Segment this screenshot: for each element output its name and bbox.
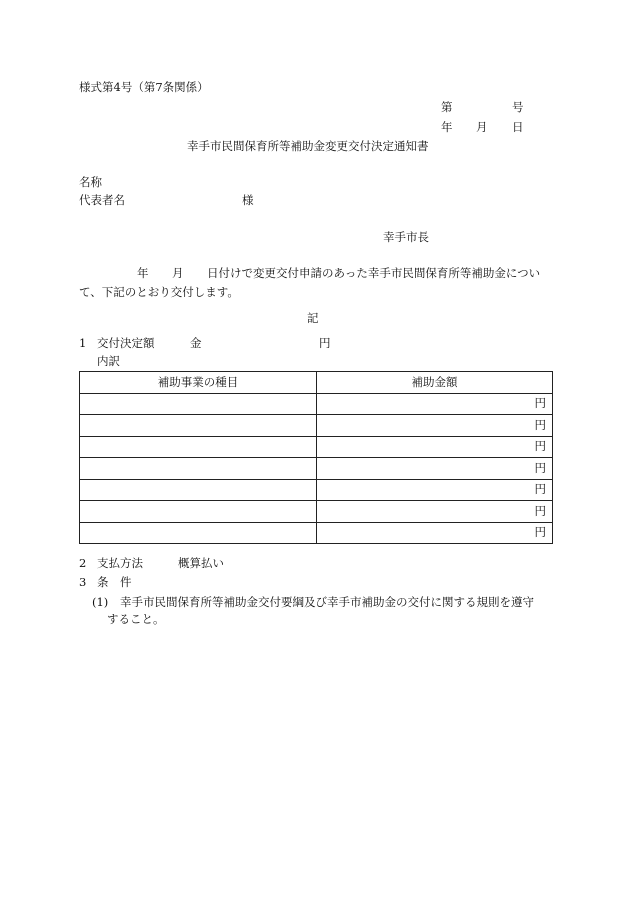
form-label: 様式第4号（第7条関係）	[79, 80, 209, 94]
recipient-rep-label: 代表者名	[79, 193, 125, 207]
table-header-row	[80, 372, 553, 394]
body-year: 年	[137, 266, 149, 280]
item1-number: 1	[79, 336, 87, 350]
cell-project-type	[80, 436, 317, 458]
cell-amount: 円	[317, 393, 553, 415]
cell-amount: 円	[317, 458, 553, 480]
header-subsidy-amount: 補助金額	[317, 372, 553, 394]
item2-number: 2	[79, 556, 87, 570]
item1-label: 交付決定額	[97, 336, 155, 350]
table-row	[80, 479, 553, 501]
table-row	[80, 522, 553, 544]
table-row	[80, 436, 553, 458]
date-year: 年	[441, 120, 453, 134]
cell-project-type	[80, 415, 317, 437]
number-prefix: 第	[441, 100, 453, 114]
ki-heading: 記	[307, 311, 319, 325]
cell-project-type	[80, 393, 317, 415]
item3-number: 3	[79, 575, 87, 589]
recipient-honorific: 様	[242, 193, 254, 207]
item3-label: 条 件	[97, 575, 132, 589]
cell-amount: 円	[317, 436, 553, 458]
cell-project-type	[80, 458, 317, 480]
recipient-name-label: 名称	[79, 175, 102, 189]
document-title: 幸手市民間保育所等補助金変更交付決定通知書	[187, 139, 429, 153]
condition-line1: 幸手市民間保育所等補助金交付要綱及び幸手市補助金の交付に関する規則を遵守	[120, 595, 534, 609]
cell-amount: 円	[317, 415, 553, 437]
item2-label: 支払方法	[97, 556, 143, 570]
table-row	[80, 393, 553, 415]
item2-value: 概算払い	[178, 556, 224, 570]
cell-project-type	[80, 522, 317, 544]
condition-number: (1)	[92, 595, 109, 609]
cell-amount: 円	[317, 522, 553, 544]
date-month: 月	[476, 120, 488, 134]
cell-project-type	[80, 501, 317, 523]
breakdown-label: 内訳	[97, 354, 120, 368]
item1-yen: 円	[319, 336, 331, 350]
number-suffix: 号	[512, 100, 524, 114]
cell-amount: 円	[317, 501, 553, 523]
header-project-type: 補助事業の種目	[80, 372, 317, 394]
date-day: 日	[512, 120, 524, 134]
body-month: 月	[172, 266, 184, 280]
cell-amount: 円	[317, 479, 553, 501]
condition-line2: すること。	[107, 612, 165, 626]
table-row	[80, 501, 553, 523]
body-line2: て、下記のとおり交付します。	[79, 285, 239, 299]
cell-project-type	[80, 479, 317, 501]
table-row	[80, 415, 553, 437]
item1-kin: 金	[190, 336, 202, 350]
breakdown-table	[79, 371, 553, 544]
table-row	[80, 458, 553, 480]
issuer: 幸手市長	[383, 230, 429, 244]
body-line1: 日付けで変更交付申請のあった幸手市民間保育所等補助金につい	[207, 266, 541, 280]
